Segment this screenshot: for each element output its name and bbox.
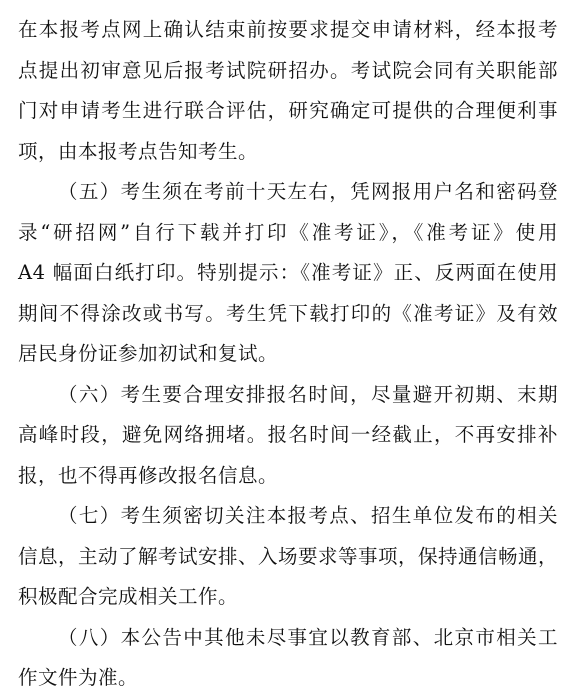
paragraph <box>18 618 558 699</box>
text-line: 居民身份证参加初试和复试。 <box>18 342 279 365</box>
text-line: 信息，主动了解考试安排、入场要求等事项，保持通信畅通， <box>18 544 559 568</box>
text-line: 在本报考点网上确认结束前按要求提交申请材料，经本报考 <box>18 18 558 41</box>
paragraph <box>18 10 558 172</box>
text-line: 项，由本报考点告知考生。 <box>18 139 259 163</box>
paragraph <box>18 172 558 375</box>
text-line: （五）考生须在考前十天左右，凭网报用户名和密码登 <box>58 180 558 203</box>
text-line: （八）本公告中其他未尽事宜以教育部、北京市相关工 <box>58 625 558 649</box>
text-line: 期间不得涂改或书写。考生凭下载打印的《准考证》及有效 <box>18 301 558 325</box>
text-line: 作文件为准。 <box>18 666 139 689</box>
text-line: 门对申请考生进行联合评估，研究确定可提供的合理便利事 <box>18 99 558 122</box>
text-line: （七）考生须密切关注本报考点、招生单位发布的相关 <box>58 504 558 527</box>
paragraph <box>18 496 558 618</box>
text-line: 报，也不得再修改报名信息。 <box>18 463 279 487</box>
text-line: A4 幅面白纸打印。特别提示：《准考证》正、反两面在使用 <box>18 261 558 284</box>
text-line: 高峰时段，避免网络拥堵。报名时间一经截止，不再安排补 <box>18 423 558 446</box>
text-line: 积极配合完成相关工作。 <box>18 585 239 608</box>
paragraph <box>18 375 558 497</box>
document-body <box>18 10 558 699</box>
text-line: 录“研招网”自行下载并打印《准考证》，《准考证》使用 <box>18 220 558 244</box>
text-line: 点提出初审意见后报考试院研招办。考试院会同有关职能部 <box>18 58 558 82</box>
text-line: （六）考生要合理安排报名时间，尽量避开初期、末期 <box>58 382 558 406</box>
